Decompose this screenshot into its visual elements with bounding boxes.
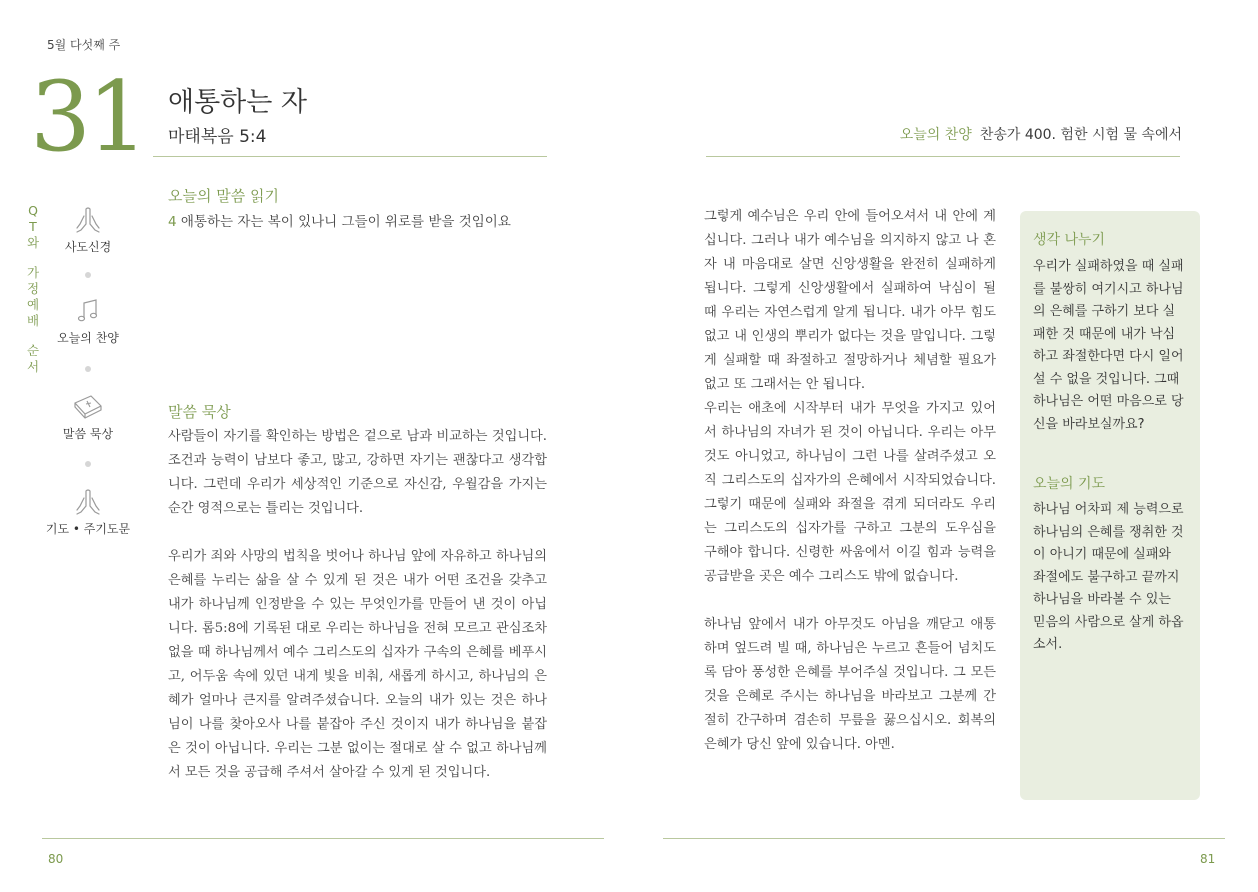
week-label: 5월 다섯째 주 [47,38,121,52]
side-label-char: T [29,219,37,234]
right-column-body [704,205,996,757]
sidebar-item-label: 오늘의 찬양 [57,331,119,345]
sidebar-item-meditation [38,393,138,442]
today-praise [900,124,1182,144]
body-paragraph: 우리는 애초에 시작부터 내가 무엇을 가지고 있어서 하나님의 자녀가 된 것이 아닙니다. 우리는 아무것도 아니었고, 하나님이 그런 나를 살려주셨고 오직 그리스도의 십자가의 은혜에서 시작되었습니다. 그렇기 때문에 실패와 좌절을 겪게 되더라도 우리는 그리스도의 십자가를 구하고 그분의 도우심을 구해야 합니다. 신령한 싸움에서 이길 힘과 능력을 공급받을 곳은 예수 그리스도 밖에 없습니다. [704,401,996,584]
page-number-left: 80 [48,852,64,866]
bible-icon [71,393,105,421]
day-number: 31 [30,61,145,173]
scripture-reference: 마태복음 5:4 [168,127,267,147]
sidebar-item-label: 사도신경 [64,240,112,254]
verse-line [168,210,548,234]
praying-hands-icon [73,206,103,234]
sidebar-item-label: 말씀 묵상 [62,427,114,441]
music-note-icon [73,297,103,325]
praying-hands-icon [73,488,103,516]
verse-number: 4 [168,214,177,230]
side-label-char: 정 [26,281,40,296]
sidebar-dot [85,272,91,278]
prayer-text: 하나님 어차피 제 능력으로 하나님의 은혜를 쟁취한 것이 아니기 때문에 실패와 좌절에도 불구하고 끝까지 하나님을 바라볼 수 있는 믿음의 사람으로 살게 하옵소서. [1033,502,1184,652]
meditation-body [168,425,547,785]
share-text: 우리가 실패하였을 때 실패를 불쌍히 여기시고 하나님의 은혜를 구하기 보다 실패한 것 때문에 내가 낙심하고 좌절한다면 다시 일어설 수 없을 것입니다. 그때 하나님은 어떤 마음으로 당신을 바라보실까요? [1033,259,1184,432]
sidebar-dot [85,461,91,467]
sidebar-item-creed [38,206,138,255]
side-label-char: 가 [26,265,40,280]
body-paragraph: 그렇게 예수님은 우리 안에 들어오셔서 내 안에 계십니다. 그러나 내가 예수님을 의지하지 않고 나 혼자 내 마음대로 살면 신앙생활을 완전히 실패하게 됩니다. 그렇게 신앙생활에서 실패하여 낙심이 될 때 우리는 자연스럽게 알게 됩니다. 내가 아무 힘도 없고 내 인생의 뿌리가 없다는 것을 말입니다. 그렇게 실패할 때 좌절하고 절망하거나 체념할 필요가 없고 또 그래서는 안 됩니다. [704,209,996,392]
meditation-paragraph: 사람들이 자기를 확인하는 방법은 겉으로 남과 비교하는 것입니다. 조건과 능력이 남보다 좋고, 많고, 강하면 자기는 괜찮다고 생각합니다. 그런데 우리가 세상적인 기준으로 자신감, 우월감을 가지는 순간 영적으로는 틀리는 것입니다. [168,429,547,516]
side-label-char: 배 [26,313,40,328]
today-praise-label: 오늘의 찬양 [899,127,972,143]
side-label-char: 예 [26,297,40,312]
meditation-heading: 말씀 묵상 [168,403,231,421]
meditation-paragraph: 우리가 죄와 사망의 법칙을 벗어나 하나님 앞에 자유하고 하나님의 은혜를 누리는 삶을 살 수 있게 된 것은 내가 어떤 조건을 갖추고 내가 하나님께 인정받을 수 있는 무엇인가를 만들어 낸 것이 아닙니다. 롬5:8에 기록된 대로 우리는 하나님을 전혀 모르고 관심조차 없을 때 하나님께서 예수 그리스도의 십자가 구속의 은혜를 베푸시고, 어두움 속에 있던 내게 빛을 비춰, 새롭게 하시고, 하나님의 은혜가 얼마나 큰지를 알려주셨습니다. 오늘의 내가 있는 것은 하나님이 나를 찾아오사 나를 붙잡아 주신 것이지 내가 하나님을 붙잡은 것이 아닙니다. 우리는 그분 없이는 절대로 살 수 없고 하나님께서 모든 것을 공급해 주셔서 살아갈 수 있게 된 것입니다. [168,549,547,780]
sidebar-item-praise [38,297,138,346]
side-label-char: 순 [26,343,40,358]
page-title: 애통하는 자 [168,87,307,118]
side-label-char: Q [28,203,38,218]
prayer-heading: 오늘의 기도 [1033,476,1106,492]
reading-heading: 오늘의 말씀 읽기 [168,187,279,205]
footer-divider-right [663,838,1225,839]
today-praise-hymn: 찬송가 400. 험한 시험 물 속에서 [979,127,1182,143]
verse-text: 애통하는 자는 복이 있나니 그들이 위로를 받을 것임이요 [180,214,511,230]
sidebar-item-label: 기도 • 주기도문 [45,522,131,536]
header-divider-right [706,156,1180,157]
body-paragraph: 하나님 앞에서 내가 아무것도 아님을 깨닫고 애통하며 엎드려 빌 때, 하나님은 누르고 흔들어 넘치도록 담아 풍성한 은혜를 부어주실 것입니다. 그 모든 것을 은혜로 주시는 하나님을 바라보고 그분께 간절히 간구하며 겸손히 무릎을 꿇으십시오. 회복의 은혜가 당신 앞에 있습니다. 아멘. [704,617,996,752]
share-heading: 생각 나누기 [1033,232,1106,248]
side-label-char: 서 [26,359,40,374]
page-number-right: 81 [1200,852,1216,866]
footer-divider-left [42,838,604,839]
sidebar-dot [85,366,91,372]
sidebar-item-prayer [38,488,138,537]
header-divider-left [153,156,547,157]
side-label-char: 와 [26,235,40,250]
